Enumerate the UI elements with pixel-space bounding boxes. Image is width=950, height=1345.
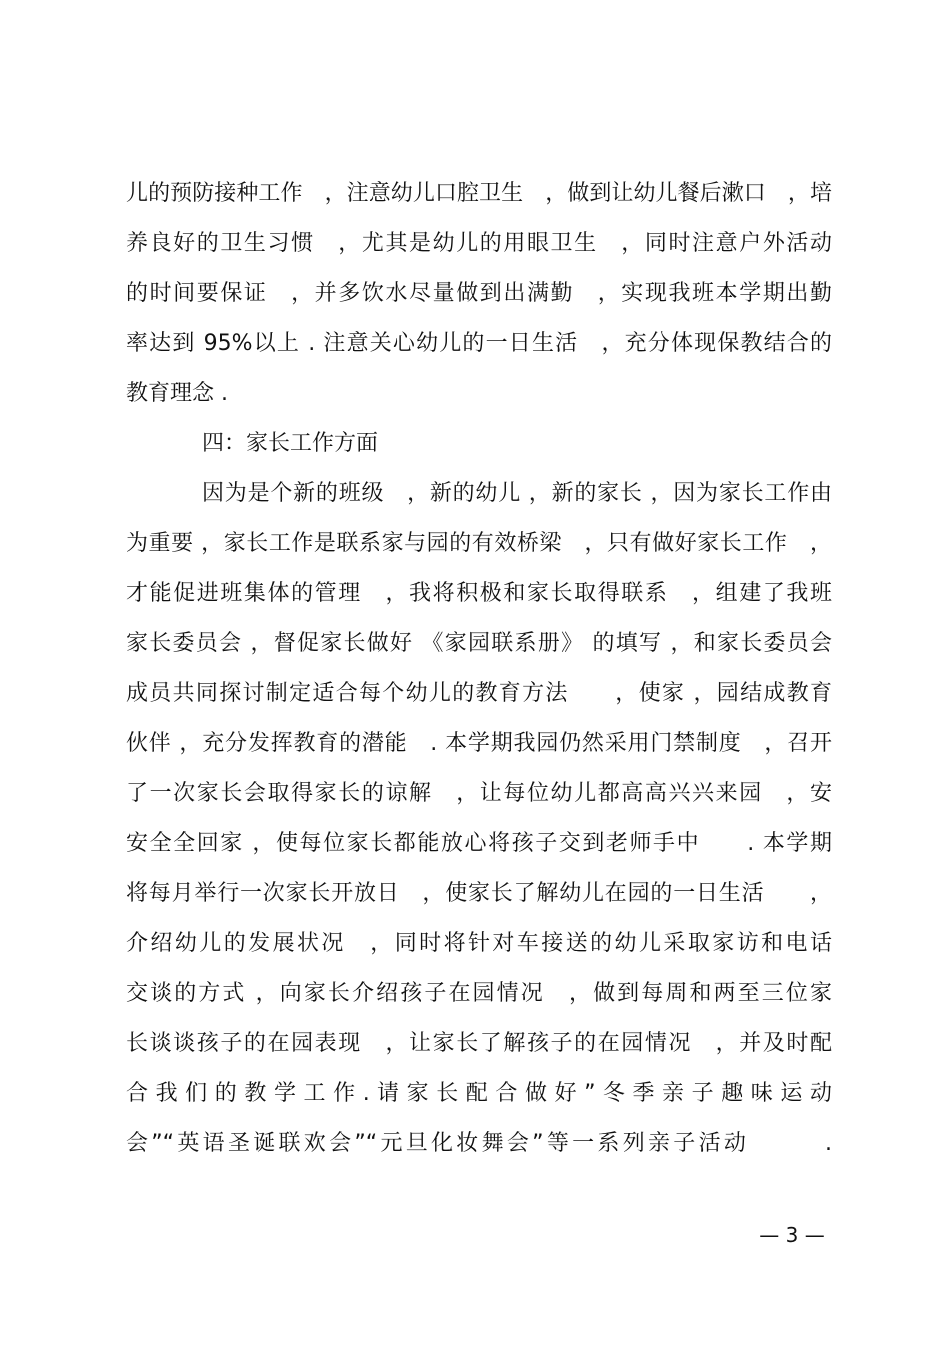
body-text-line-1: 儿的预防接种工作 ，注意幼儿口腔卫生 ，做到让幼儿餐后漱口 ，培 bbox=[126, 181, 832, 206]
body-text-line-19: 合 我 们 的 教 学 工 作 . 请 家 长 配 合 做 好 ” 冬 季 亲 子 趣 味 运 动 bbox=[126, 1081, 832, 1106]
body-text-line-17: 交谈的方式 ，向家长介绍孩子在园情况 ，做到每周和两至三位家 bbox=[126, 981, 832, 1006]
body-text-line-10: 家长委员会 ，督促家长做好 《家园联系册》 的填写 ，和家长委员会 bbox=[126, 631, 832, 656]
body-text-line-18: 长谈谈孩子的在园表现 ，让家长了解孩子的在园情况 ，并及时配 bbox=[126, 1031, 832, 1056]
body-text-line-9: 才能促进班集体的管理 ，我将积极和家长取得联系 ，组建了我班 bbox=[126, 581, 832, 606]
body-text-line-5: 教育理念 . bbox=[126, 381, 228, 406]
paragraph-first-line: 因为是个新的班级 ，新的幼儿 ，新的家长 ，因为家长工作由 bbox=[202, 481, 832, 506]
section-heading: 四：家长工作方面 bbox=[202, 431, 379, 456]
body-text-line-12: 伙伴 ，充分发挥教育的潜能 . 本学期我园仍然采用门禁制度 ，召开 bbox=[126, 731, 832, 756]
page-number: — 3 — bbox=[759, 1223, 825, 1247]
body-text-line-15: 将每月举行一次家长开放日 ，使家长了解幼儿在园的一日生活 ， bbox=[126, 881, 832, 906]
body-text-line-20: 会”“英语圣诞联欢会”“元旦化妆舞会”等一系列亲子活动 . bbox=[126, 1131, 832, 1156]
body-text-line-11: 成员共同探讨制定适合每个幼儿的教育方法 ，使家 ，园结成教育 bbox=[126, 681, 832, 706]
body-text-line-14: 安全全回家 ，使每位家长都能放心将孩子交到老师手中 . 本学期 bbox=[126, 831, 832, 856]
body-text-line-3: 的时间要保证 ，并多饮水尽量做到出满勤 ，实现我班本学期出勤 bbox=[126, 281, 832, 306]
body-text-line-13: 了一次家长会取得家长的谅解 ，让每位幼儿都高高兴兴来园 ，安 bbox=[126, 781, 832, 806]
body-text-line-2: 养良好的卫生习惯 ，尤其是幼儿的用眼卫生 ，同时注意户外活动 bbox=[126, 231, 832, 256]
body-text-line-8: 为重要 ，家长工作是联系家与园的有效桥梁 ，只有做好家长工作 ， bbox=[126, 531, 832, 556]
body-text-line-16: 介绍幼儿的发展状况 ，同时将针对车接送的幼儿采取家访和电话 bbox=[126, 931, 832, 956]
body-text-line-4: 率达到 95%以上 . 注意关心幼儿的一日生活 ，充分体现保教结合的 bbox=[126, 331, 832, 356]
